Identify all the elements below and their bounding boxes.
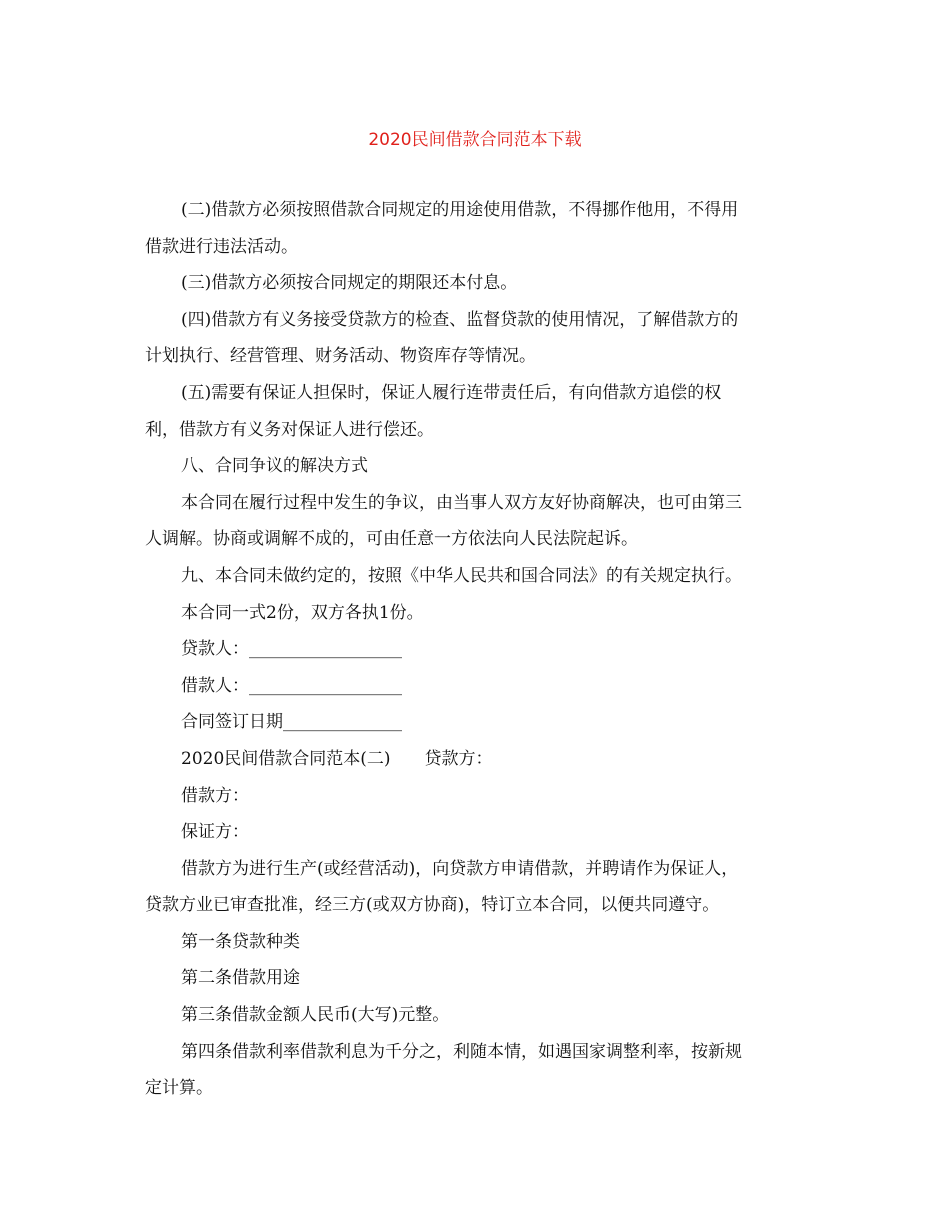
paragraph-line: 保证方： [181,822,249,843]
paragraph-line: 九、本合同未做约定的，按照《中华人民共和国合同法》的有关规定执行。 [181,565,742,586]
paragraph-line: 借款方： [181,785,249,806]
paragraph-line: 八、合同争议的解决方式 [181,456,368,477]
paragraph-line: 第一条贷款种类 [181,931,300,952]
paragraph-line: 本合同一式2份，双方各执1份。 [181,602,424,623]
paragraph-line: 定计算。 [145,1078,213,1099]
paragraph-line: 第四条借款利率借款利息为千分之，利随本情，如遇国家调整利率，按新规 [181,1041,742,1062]
paragraph-line: 计划执行、经营管理、财务活动、物资库存等情况。 [145,346,536,367]
paragraph-line: (五)需要有保证人担保时，保证人履行连带责任后，有向借款方追偿的权 [181,382,722,403]
paragraph-line: (四)借款方有义务接受贷款方的检查、监督贷款的使用情况，了解借款方的 [181,309,739,330]
paragraph-line: (二)借款方必须按照借款合同规定的用途使用借款，不得挪作他用，不得用 [181,200,739,220]
paragraph-line: 借款人：__________________ [181,675,402,696]
paragraph-line: 贷款方业已审查批准，经三方(或双方协商)，特订立本合同，以便共同遵守。 [145,895,720,916]
paragraph-line: 借款进行违法活动。 [145,236,298,257]
paragraph-line: 人调解。协商或调解不成的，可由任意一方依法向人民法院起诉。 [145,529,638,550]
paragraph-line: (三)借款方必须按合同规定的期限还本付息。 [181,273,518,294]
paragraph-line: 利，借款方有义务对保证人进行偿还。 [145,419,434,440]
paragraph-line: 贷款人：__________________ [181,639,402,660]
paragraph-line: 本合同在履行过程中发生的争议，由当事人双方友好协商解决，也可由第三 [181,492,742,513]
paragraph-line: 2020民间借款合同范本(二) 贷款方： [181,748,493,769]
paragraph-line: 第二条借款用途 [181,968,300,989]
paragraph-line: 借款方为进行生产(或经营活动)，向贷款方申请借款，并聘请作为保证人， [181,858,739,879]
paragraph-line: 第三条借款金额人民币(大写)元整。 [181,1005,450,1026]
document-body [145,192,805,1107]
paragraph-line: 合同签订日期______________ [181,712,402,733]
document-title: 2020民间借款合同范本下载 [368,130,582,150]
